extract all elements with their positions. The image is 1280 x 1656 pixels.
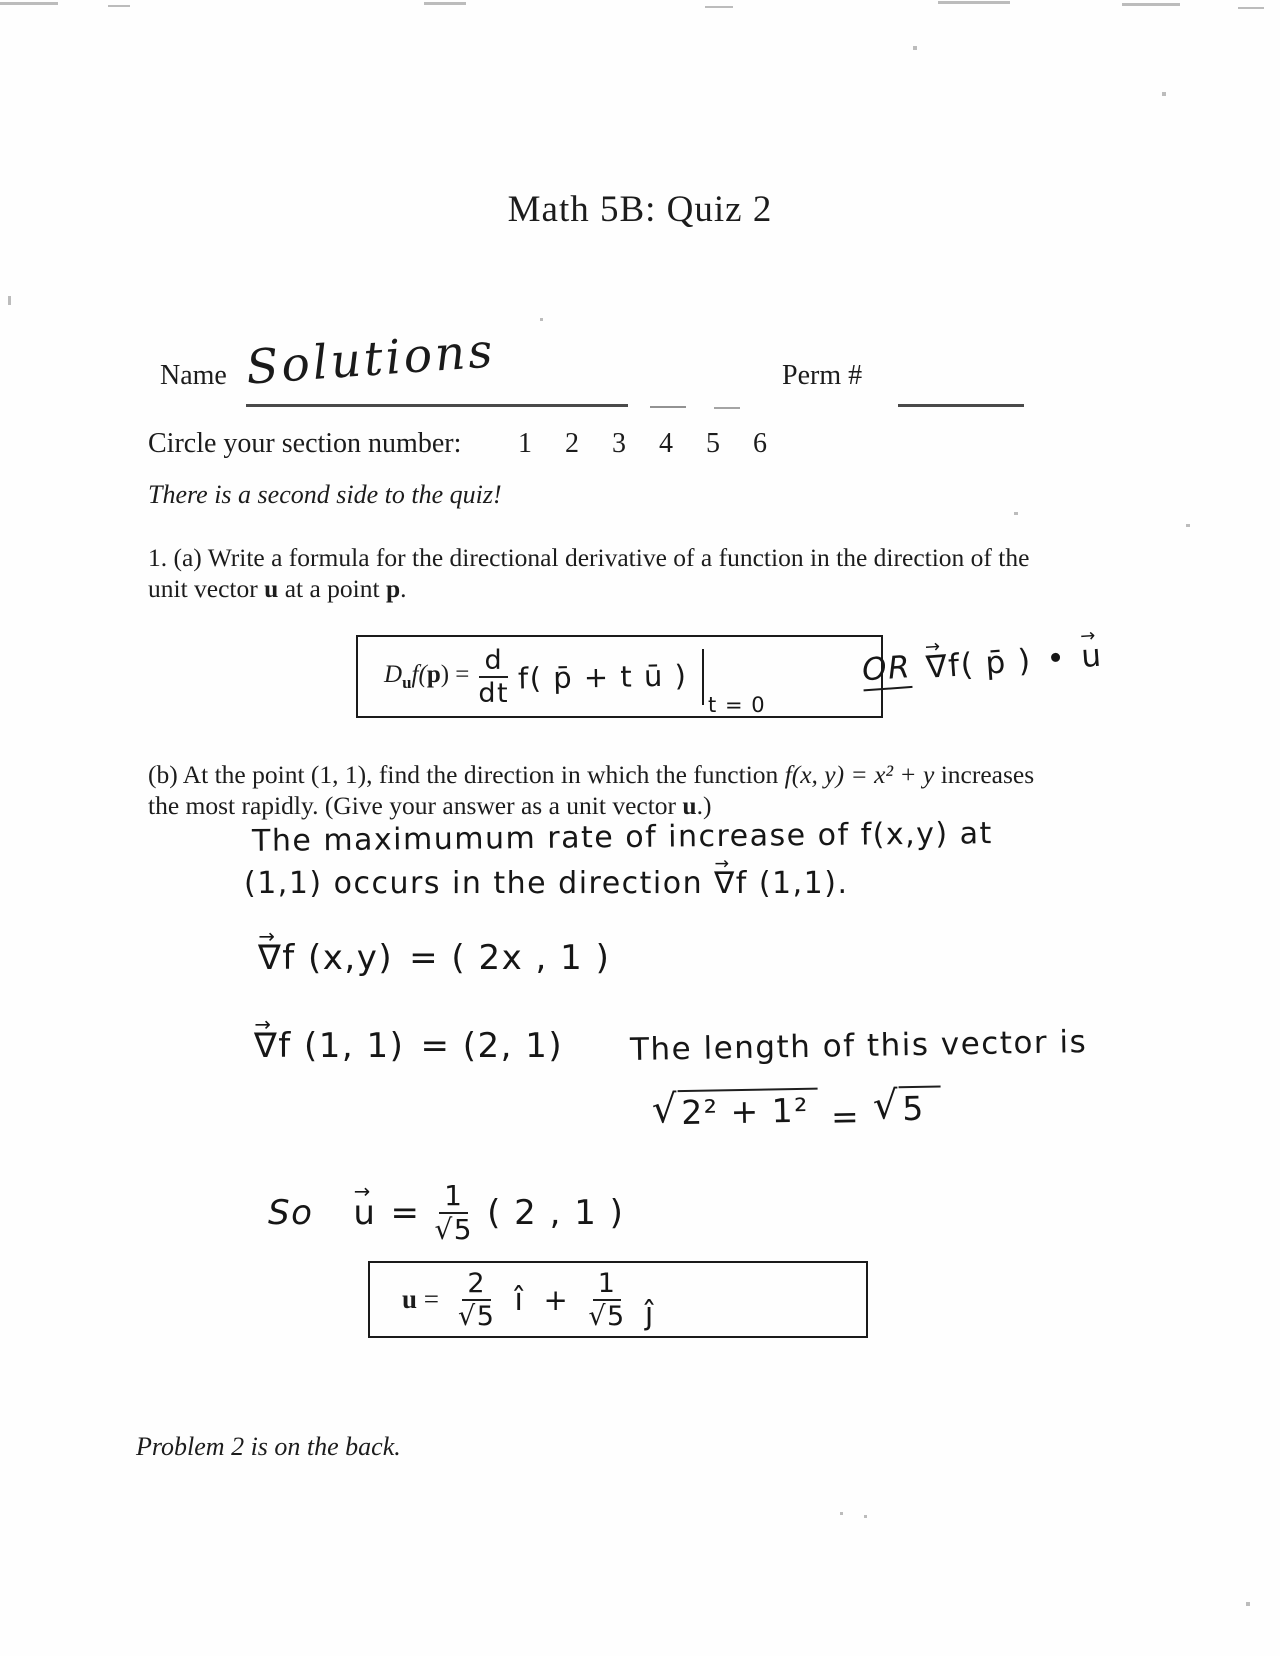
eval-vertical-bar — [702, 649, 705, 705]
fraction-numerator: 1 — [593, 1270, 622, 1301]
name-underline-fragment — [650, 406, 686, 408]
problem1a-line2-pre: unit vector — [148, 574, 265, 603]
equals: = — [390, 1193, 421, 1233]
scan-speck — [0, 2, 58, 5]
scan-speck — [8, 296, 11, 305]
problem1a-line2-end: . — [400, 574, 407, 603]
problem1b-line1-post: increases — [934, 760, 1035, 789]
problem1b-line2-post: .) — [696, 791, 712, 820]
plus-operator: + — [543, 1282, 570, 1317]
fraction-denominator: √5 — [458, 1300, 496, 1332]
problem1b-function: f(x, y) = x² + y — [784, 760, 935, 789]
problem1a-line2-mid: at a point — [278, 574, 386, 603]
section-option-5[interactable]: 5 — [706, 428, 720, 459]
equals: = — [830, 1096, 861, 1137]
unit-vector-expression — [353, 1179, 625, 1246]
u-symbol: u — [264, 574, 279, 603]
answer-box — [368, 1261, 868, 1338]
problem1b-line1 — [148, 760, 1034, 790]
D-symbol: D — [384, 660, 403, 688]
nabla-f-11: → ∇f (1,1). — [714, 866, 848, 901]
nabla-f-p: → ∇f( p̄ ) — [925, 642, 1033, 685]
page-title: Math 5B: Quiz 2 — [507, 189, 773, 230]
ddt-fraction — [478, 644, 510, 709]
perm-label: Perm # — [782, 360, 863, 391]
work-line4 — [254, 1026, 563, 1066]
work-sqrt-line — [652, 1085, 942, 1139]
equals: ) = — [440, 660, 470, 688]
name-label: Name — [160, 360, 227, 391]
section-label: Circle your section number: — [148, 428, 462, 459]
alt-answer — [861, 636, 1104, 692]
u-bold: u — [402, 1284, 418, 1314]
name-handwritten-value: Solutions — [244, 323, 498, 396]
scan-speck — [540, 318, 543, 321]
nabla-f-xy: → ∇f (x,y) — [258, 938, 393, 978]
or-label: OR — [861, 649, 913, 691]
sqrt-sum-of-squares — [651, 1087, 819, 1133]
fraction-numerator: 1 — [439, 1182, 468, 1214]
scan-speck — [864, 1515, 867, 1518]
section-option-1[interactable]: 1 — [518, 428, 532, 459]
fraction-numerator: 2 — [462, 1270, 491, 1301]
second-side-note: There is a second side to the quiz! — [148, 480, 502, 509]
j-hat-symbol: ĵ — [644, 1295, 655, 1332]
fraction-denominator: √5 — [588, 1300, 626, 1332]
work-line3-result: = ( 2x , 1 ) — [409, 938, 611, 978]
problem1a-line1: 1. (a) Write a formula for the directional derivative of a function in the direction of the — [148, 543, 1030, 572]
f-open: f( — [411, 660, 427, 688]
scan-speck — [1186, 524, 1190, 527]
so-label: So — [268, 1193, 314, 1233]
work-line2-text: (1,1) occurs in the direction — [244, 866, 715, 901]
evaluation-bar — [702, 649, 766, 717]
scan-speck — [938, 1, 1010, 4]
perm-underline — [898, 404, 1024, 407]
radicand: 2² + 1² — [678, 1088, 818, 1129]
work-line3 — [258, 938, 610, 978]
section-option-2[interactable]: 2 — [565, 428, 579, 459]
work-line4-result: = (2, 1) — [420, 1026, 564, 1066]
scan-speck — [1122, 3, 1180, 6]
vector-components: ( 2 , 1 ) — [487, 1193, 625, 1233]
two-over-sqrt5-fraction — [458, 1267, 496, 1332]
formula-body: f( p̄ + t ū ) — [517, 658, 688, 695]
u-vector: → u — [1080, 637, 1104, 674]
u-symbol: u — [682, 791, 697, 820]
formula-box-1a — [356, 635, 883, 718]
scan-speck — [424, 2, 466, 5]
problem1b-line2 — [148, 791, 711, 821]
scan-speck — [1014, 512, 1018, 515]
u-vector: → u — [353, 1193, 376, 1233]
problem1b-line2-pre: the most rapidly. (Give your answer as a unit vector — [148, 791, 683, 820]
dot-operator: • — [1045, 639, 1068, 677]
p-bold: p — [426, 660, 441, 688]
section-option-4[interactable]: 4 — [659, 428, 673, 459]
nabla-f-11: → ∇f (1, 1) — [254, 1026, 404, 1066]
scan-speck — [1238, 7, 1264, 9]
scan-speck — [840, 1512, 843, 1515]
ddt-denominator: dt — [478, 677, 510, 709]
i-hat-symbol: î — [514, 1281, 525, 1318]
fraction-denominator: √5 — [434, 1213, 474, 1246]
scan-speck — [108, 5, 130, 7]
section-options — [518, 428, 767, 460]
name-underline-fragment — [714, 407, 740, 409]
formula-lhs — [384, 661, 469, 693]
answer-lhs — [402, 1284, 439, 1315]
one-over-sqrt5-fraction — [588, 1267, 626, 1332]
section-option-6[interactable]: 6 — [753, 428, 767, 459]
scan-speck — [1246, 1602, 1250, 1606]
eval-subscript: t = 0 — [708, 692, 766, 717]
radical-sign: √ — [872, 1083, 900, 1129]
equals: = — [423, 1284, 440, 1314]
name-underline — [246, 404, 628, 407]
sqrt-five — [872, 1083, 941, 1129]
work-line1: The maximumum rate of increase of f(x,y) at — [251, 816, 993, 859]
problem1a-line2 — [148, 574, 407, 604]
work-conclusion-line — [268, 1179, 625, 1246]
scan-speck — [705, 6, 733, 8]
problem1b-line1-pre: (b) At the point (1, 1), find the direction in which the function — [148, 760, 785, 789]
D-subscript-u: u — [402, 672, 412, 692]
work-line2 — [244, 866, 849, 901]
p-symbol: p — [385, 574, 401, 603]
radicand: 5 — [899, 1085, 941, 1125]
scan-speck — [1162, 92, 1166, 96]
radical-sign: √ — [651, 1087, 679, 1133]
work-length-note: The length of this vector is — [629, 1024, 1088, 1068]
one-over-sqrt5-fraction — [434, 1179, 474, 1246]
footer-note: Problem 2 is on the back. — [136, 1432, 401, 1461]
section-option-3[interactable]: 3 — [612, 428, 626, 459]
ddt-numerator: d — [479, 647, 508, 678]
scan-speck — [913, 46, 917, 50]
